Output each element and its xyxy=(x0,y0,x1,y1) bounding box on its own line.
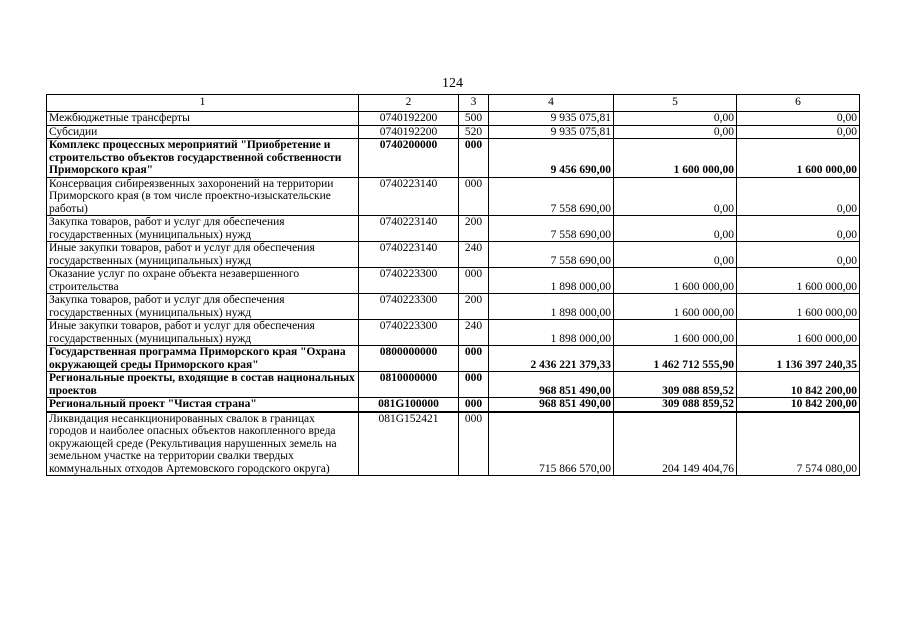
row-value-5: 309 088 859,52 xyxy=(614,398,737,412)
header-row xyxy=(47,95,860,112)
row-code: 0740223300 xyxy=(359,294,459,320)
row-name: Ликвидация несанкционированных свалок в границах городов и наиболее опасных объектов накопленного вреда окружающей среде (Рекультивация нарушенных земель на земельном участке на территории свалки твердых коммунальных отходов Артемовского городского округа) xyxy=(47,412,359,476)
row-value-4: 9 935 075,81 xyxy=(489,112,614,126)
row-value-5: 1 600 000,00 xyxy=(614,268,737,294)
row-value-4: 1 898 000,00 xyxy=(489,320,614,346)
row-code: 0740192200 xyxy=(359,112,459,126)
row-code: 0740192200 xyxy=(359,125,459,139)
row-name: Иные закупки товаров, работ и услуг для обеспечения государственных (муниципальных) нужд xyxy=(47,320,359,346)
row-name: Межбюджетные трансферты xyxy=(47,112,359,126)
table-row xyxy=(47,177,860,216)
row-name: Иные закупки товаров, работ и услуг для обеспечения государственных (муниципальных) нужд xyxy=(47,242,359,268)
table-row xyxy=(47,412,860,476)
row-name: Региональный проект "Чистая страна" xyxy=(47,398,359,412)
row-name: Закупка товаров, работ и услуг для обеспечения государственных (муниципальных) нужд xyxy=(47,294,359,320)
row-value-4: 7 558 690,00 xyxy=(489,177,614,216)
row-value-5: 0,00 xyxy=(614,216,737,242)
row-value-6: 10 842 200,00 xyxy=(737,372,860,398)
row-value-6: 1 600 000,00 xyxy=(737,268,860,294)
table-row xyxy=(47,125,860,139)
row-code: 081G152421 xyxy=(359,412,459,476)
row-type: 520 xyxy=(459,125,489,139)
row-name: Консервация сибиреязвенных захоронений на территории Приморского края (в том числе проектно-изыскательские работы) xyxy=(47,177,359,216)
column-header-3: 3 xyxy=(459,95,489,112)
row-value-6: 1 600 000,00 xyxy=(737,320,860,346)
row-value-6: 1 600 000,00 xyxy=(737,139,860,178)
row-name: Закупка товаров, работ и услуг для обеспечения государственных (муниципальных) нужд xyxy=(47,216,359,242)
row-type: 000 xyxy=(459,268,489,294)
row-value-5: 0,00 xyxy=(614,242,737,268)
row-name: Комплекс процессных мероприятий "Приобретение и строительство объектов государственной собственности Приморского края" xyxy=(47,139,359,178)
row-value-4: 9 456 690,00 xyxy=(489,139,614,178)
row-value-5: 309 088 859,52 xyxy=(614,372,737,398)
row-type: 200 xyxy=(459,294,489,320)
row-value-6: 10 842 200,00 xyxy=(737,398,860,412)
table-row xyxy=(47,268,860,294)
row-type: 000 xyxy=(459,346,489,372)
row-value-6: 7 574 080,00 xyxy=(737,412,860,476)
row-code: 0740223140 xyxy=(359,242,459,268)
table-row xyxy=(47,346,860,372)
row-type: 240 xyxy=(459,242,489,268)
row-code: 0740223140 xyxy=(359,177,459,216)
budget-table xyxy=(46,94,860,476)
table-row xyxy=(47,398,860,412)
table-row xyxy=(47,294,860,320)
table-row xyxy=(47,242,860,268)
row-value-5: 0,00 xyxy=(614,177,737,216)
row-value-4: 1 898 000,00 xyxy=(489,294,614,320)
row-code: 081G100000 xyxy=(359,398,459,412)
row-value-6: 0,00 xyxy=(737,177,860,216)
row-value-5: 204 149 404,76 xyxy=(614,412,737,476)
column-header-1: 1 xyxy=(47,95,359,112)
row-code: 0740200000 xyxy=(359,139,459,178)
row-value-5: 0,00 xyxy=(614,112,737,126)
row-name: Оказание услуг по охране объекта незавершенного строительства xyxy=(47,268,359,294)
row-type: 000 xyxy=(459,177,489,216)
row-value-5: 1 600 000,00 xyxy=(614,294,737,320)
row-value-6: 0,00 xyxy=(737,242,860,268)
row-value-4: 7 558 690,00 xyxy=(489,216,614,242)
row-type: 000 xyxy=(459,412,489,476)
row-value-4: 9 935 075,81 xyxy=(489,125,614,139)
row-value-6: 1 136 397 240,35 xyxy=(737,346,860,372)
row-value-6: 0,00 xyxy=(737,112,860,126)
table-row xyxy=(47,112,860,126)
row-code: 0800000000 xyxy=(359,346,459,372)
column-header-2: 2 xyxy=(359,95,459,112)
row-name: Государственная программа Приморского края "Охрана окружающей среды Приморского края" xyxy=(47,346,359,372)
row-code: 0740223140 xyxy=(359,216,459,242)
page-number: 124 xyxy=(442,76,463,91)
table-row xyxy=(47,216,860,242)
row-type: 500 xyxy=(459,112,489,126)
row-value-4: 1 898 000,00 xyxy=(489,268,614,294)
row-type: 000 xyxy=(459,139,489,178)
row-value-4: 968 851 490,00 xyxy=(489,372,614,398)
row-value-6: 0,00 xyxy=(737,216,860,242)
row-value-6: 0,00 xyxy=(737,125,860,139)
row-name: Субсидии xyxy=(47,125,359,139)
row-code: 0740223300 xyxy=(359,268,459,294)
table-row xyxy=(47,372,860,398)
row-name: Региональные проекты, входящие в состав национальных проектов xyxy=(47,372,359,398)
row-type: 240 xyxy=(459,320,489,346)
row-code: 0740223300 xyxy=(359,320,459,346)
row-value-4: 715 866 570,00 xyxy=(489,412,614,476)
table-row xyxy=(47,320,860,346)
row-value-4: 7 558 690,00 xyxy=(489,242,614,268)
column-header-5: 5 xyxy=(614,95,737,112)
row-value-5: 1 462 712 555,90 xyxy=(614,346,737,372)
row-type: 200 xyxy=(459,216,489,242)
table-row xyxy=(47,139,860,178)
row-value-5: 1 600 000,00 xyxy=(614,320,737,346)
row-type: 000 xyxy=(459,398,489,412)
row-type: 000 xyxy=(459,372,489,398)
column-header-4: 4 xyxy=(489,95,614,112)
row-value-4: 2 436 221 379,33 xyxy=(489,346,614,372)
row-value-6: 1 600 000,00 xyxy=(737,294,860,320)
column-header-6: 6 xyxy=(737,95,860,112)
row-value-5: 0,00 xyxy=(614,125,737,139)
row-code: 0810000000 xyxy=(359,372,459,398)
row-value-4: 968 851 490,00 xyxy=(489,398,614,412)
row-value-5: 1 600 000,00 xyxy=(614,139,737,178)
